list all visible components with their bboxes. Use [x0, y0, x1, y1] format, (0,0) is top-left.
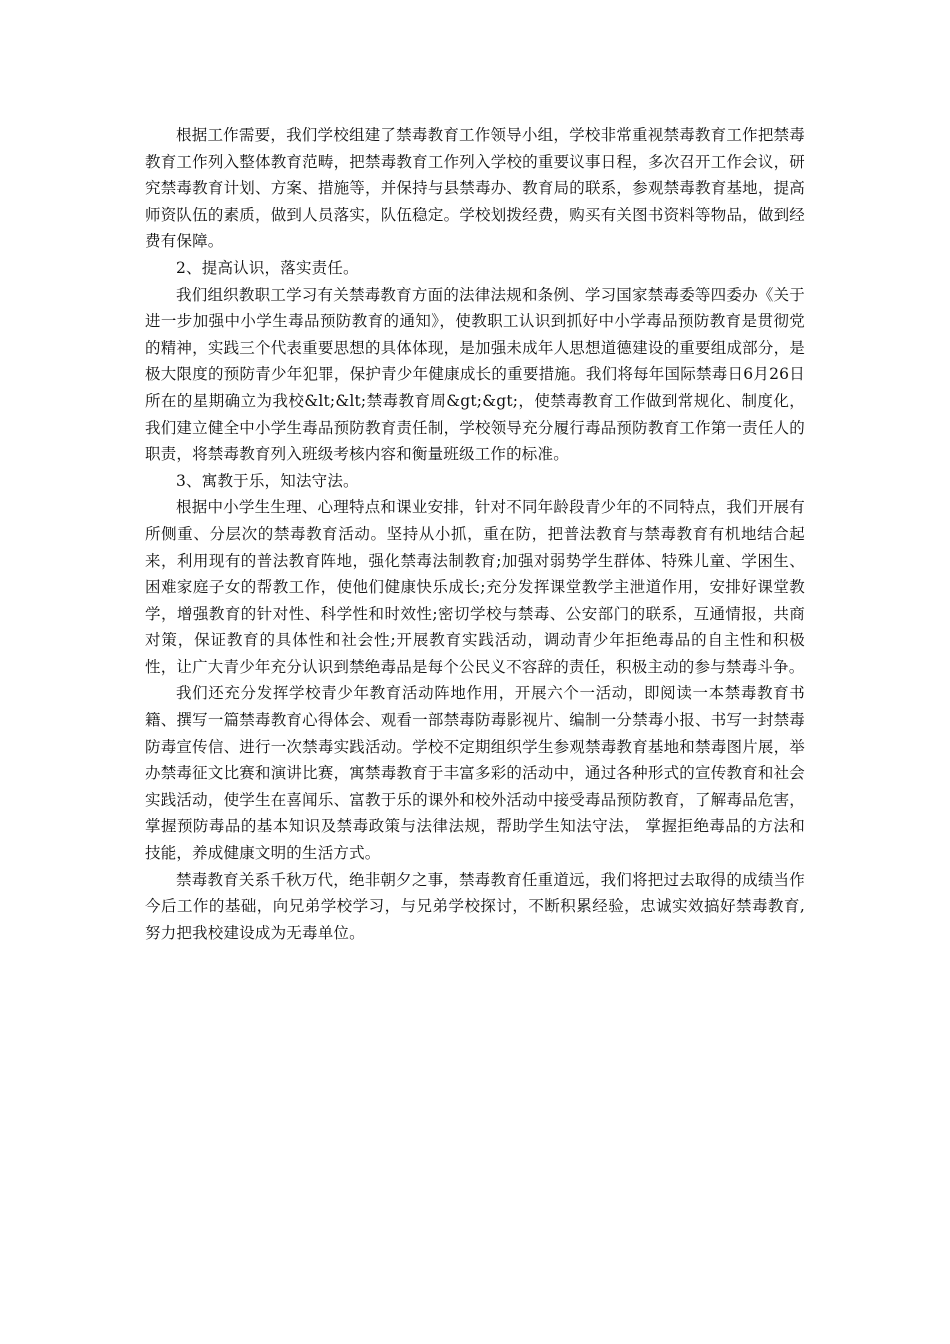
- document-body: [145, 122, 805, 946]
- paragraph-conclusion: 禁毒教育关系千秋万代，绝非朝夕之事，禁毒教育任重道远，我们将把过去取得的成绩当作今后工作的基础，向兄弟学校学习，与兄弟学校探讨，不断积累经验，忠诚实效搞好禁毒教育,努力把我校建设成为无毒单位。: [145, 870, 805, 942]
- section-heading-3: 3、寓教于乐，知法守法。: [176, 471, 359, 490]
- section-heading-2: 2、提高认识，落实责任。: [176, 258, 359, 277]
- paragraph-education-activities: 根据中小学生生理、心理特点和课业安排，针对不同年龄段青少年的不同特点，我们开展有所侧重、分层次的禁毒教育活动。坚持从小抓，重在防，把普法教育与禁毒教育有机地结合起来，利用现有的普法教育阵地，强化禁毒法制教育;加强对弱势学生群体、特殊儿童、学困生、困难家庭子女的帮教工作，使他们健康快乐成长;充分发挥课堂教学主泄道作用，安排好课堂教学，增强教育的针对性、科学性和时效性;密切学校与禁毒、公安部门的联系，互通情报，共商对策，保证教育的具体性和社会性;开展教育实践活动，调动青少年拒绝毒品的自主性和积极性，让广大青少年充分认识到禁绝毒品是每个公民义不容辞的责任，积极主动的参与禁毒斗争。: [145, 498, 805, 676]
- paragraph-six-activities: 我们还充分发挥学校青少年教育活动阵地作用，开展六个一活动，即阅读一本禁毒教育书籍、撰写一篇禁毒教育心得体会、观看一部禁毒防毒影视片、编制一分禁毒小报、书写一封禁毒防毒宣传信、进行一次禁毒实践活动。学校不定期组织学生参观禁毒教育基地和禁毒图片展，举办禁毒征文比赛和演讲比赛，寓禁毒教育于丰富多彩的活动中，通过各种形式的宣传教育和社会实践活动，使学生在喜闻乐、富教于乐的课外和校外活动中接受毒品预防教育，了解毒品危害，掌握预防毒品的基本知识及禁毒政策与法律法规，帮助学生知法守法， 掌握拒绝毒品的方法和技能，养成健康文明的生活方式。: [145, 684, 805, 863]
- paragraph-leadership-group: 根据工作需要，我们学校组建了禁毒教育工作领导小组，学校非常重视禁毒教育工作把禁毒教育工作列入整体教育范畴，把禁毒教育工作列入学校的重要议事日程，多次召开工作会议，研究禁毒教育计划、方案、措施等，并保持与县禁毒办、教育局的联系，参观禁毒教育基地，提高师资队伍的素质，做到人员落实，队伍稳定。学校划拨经费，购买有关图书资料等物品，做到经费有保障。: [145, 126, 805, 251]
- paragraph-responsibility: 我们组织教职工学习有关禁毒教育方面的法律法规和条例、学习国家禁毒委等四委办《关于进一步加强中小学生毒品预防教育的通知》，使教职工认识到抓好中小学毒品预防教育是贯彻党的精神，实践三个代表重要思想的具体体现，是加强未成年人思想道德建设的重要组成部分，是极大限度的预防青少年犯罪，保护青少年健康成长的重要措施。我们将每年国际禁毒日6月26日所在的星期确立为我校&lt;&lt;禁毒教育周&gt;&gt;，使禁毒教育工作做到常规化、制度化，我们建立健全中小学生毒品预防教育责任制，学校领导充分履行毒品预防教育工作第一责任人的职责，将禁毒教育列入班级考核内容和衡量班级工作的标准。: [145, 285, 805, 464]
